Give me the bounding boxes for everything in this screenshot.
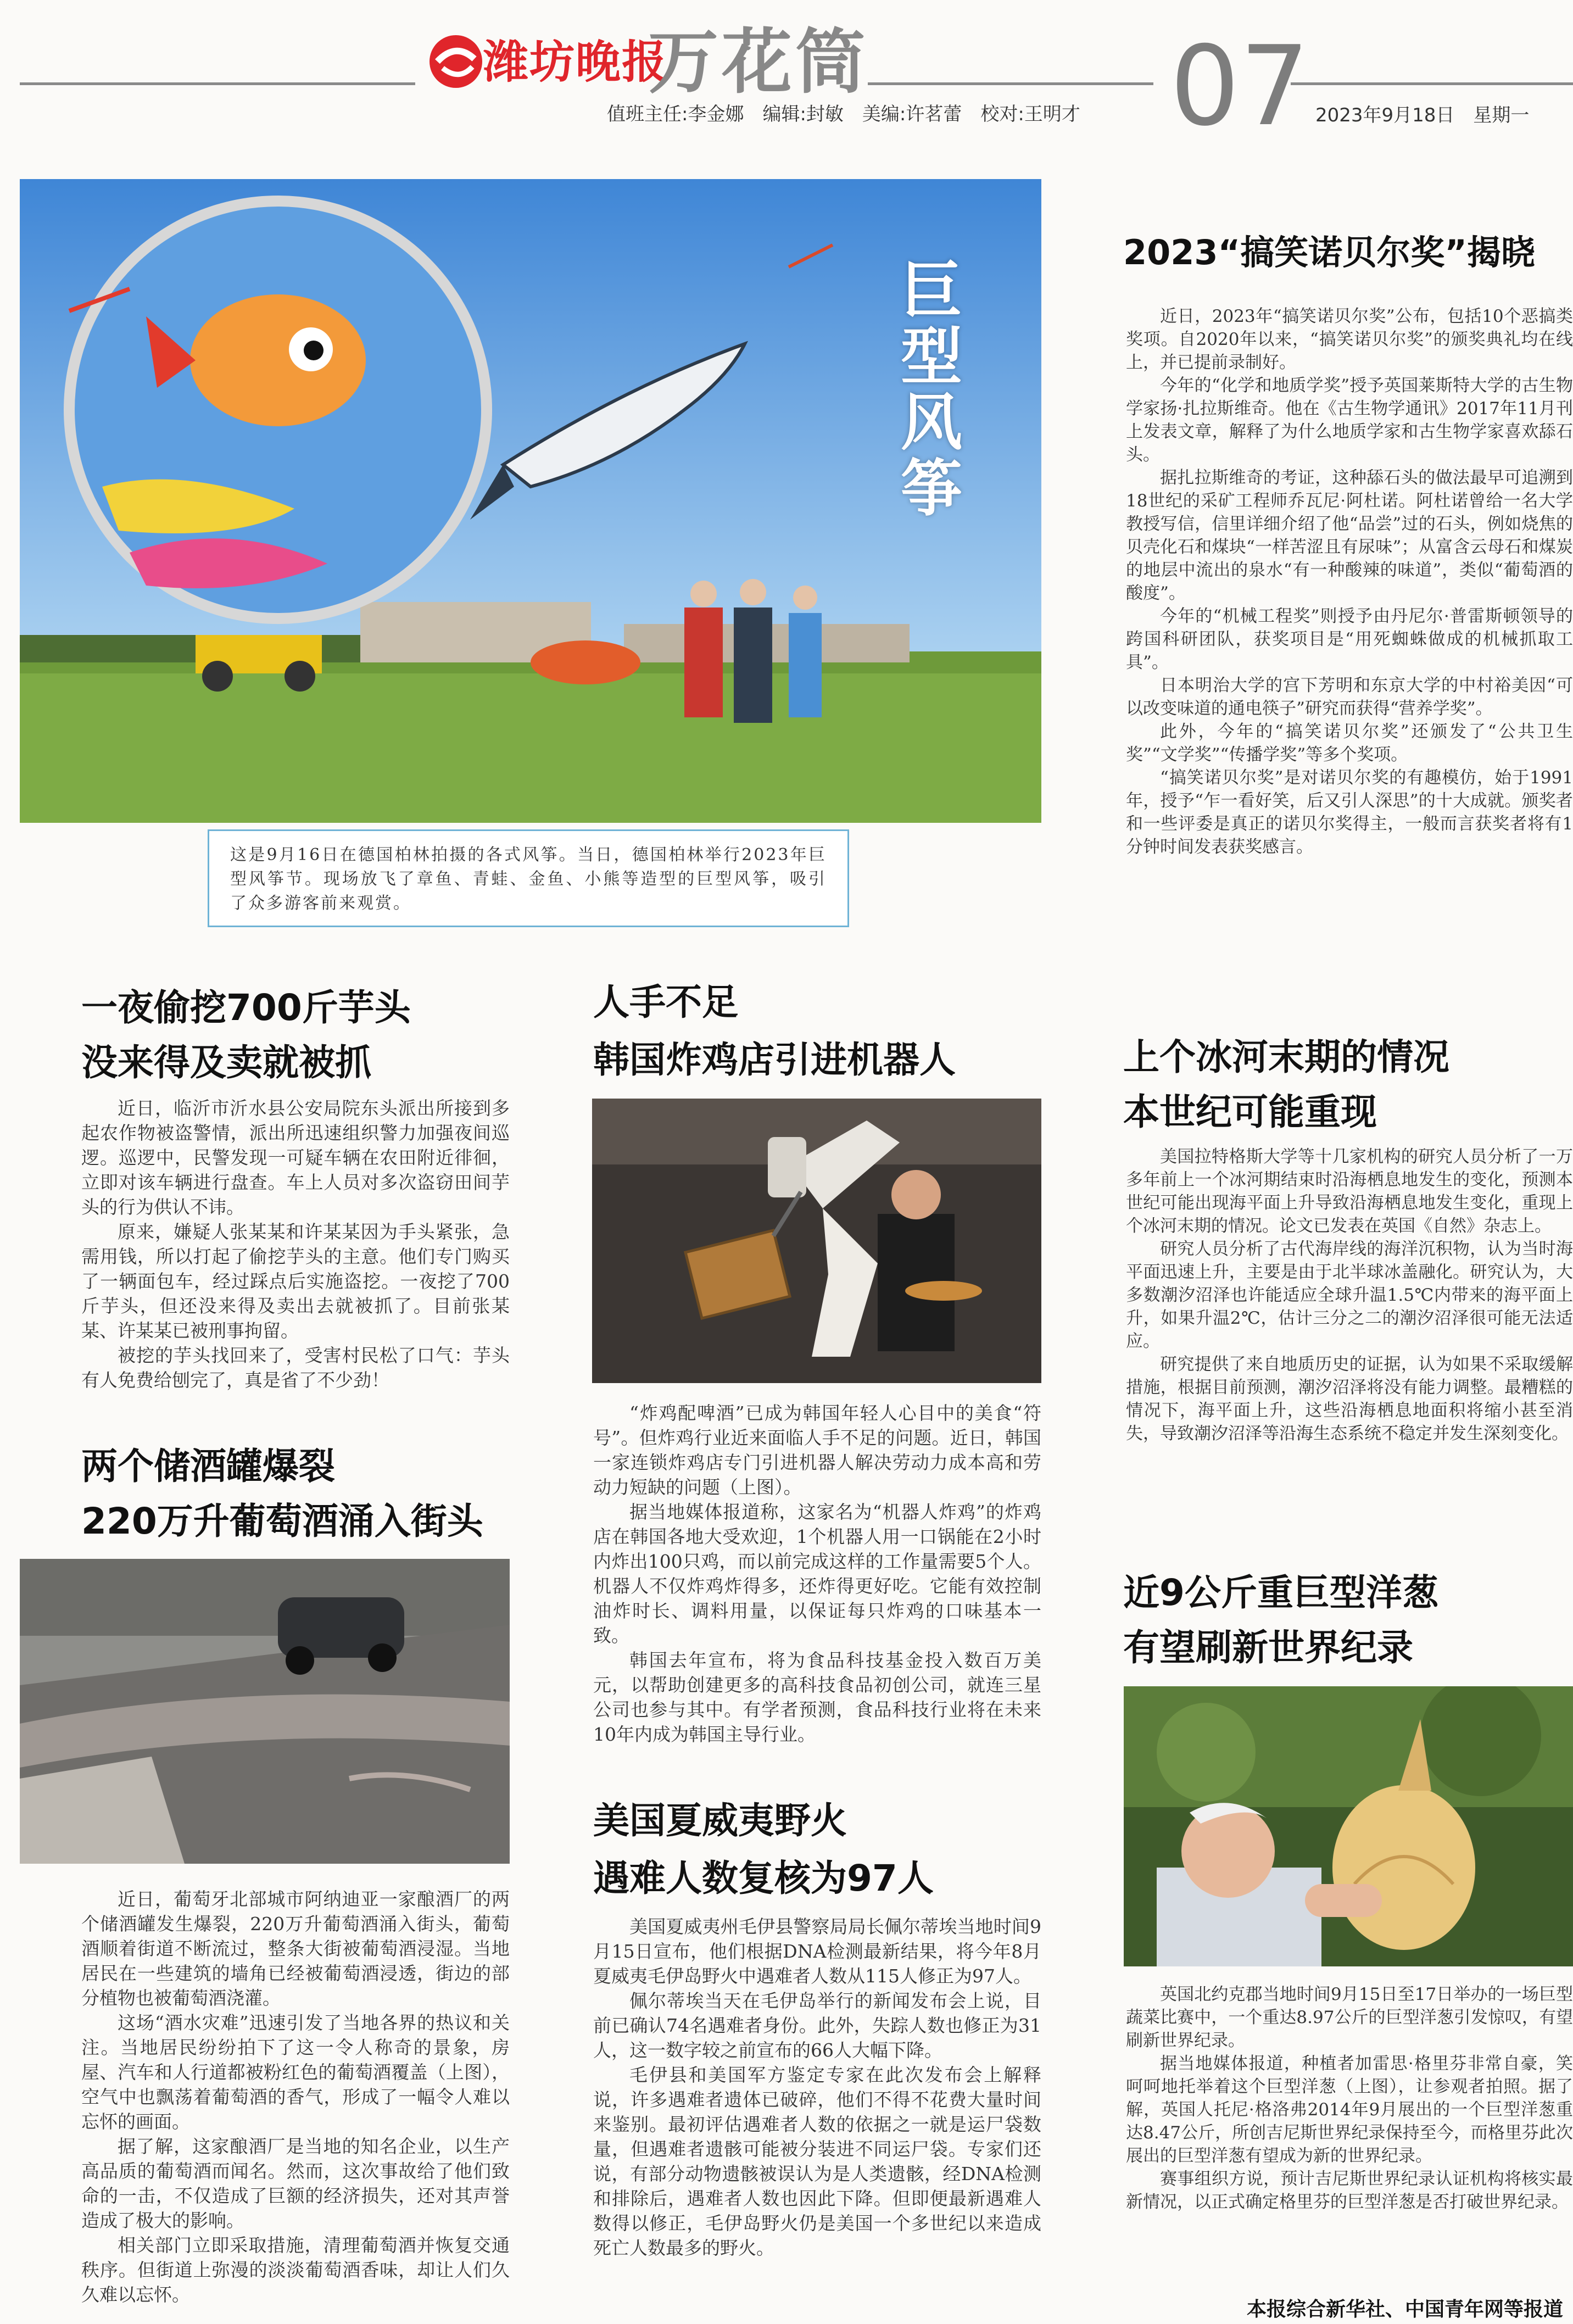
issue-date: 2023年9月18日 星期一	[1315, 104, 1530, 126]
kite-caption-box	[208, 829, 849, 927]
glacier-body	[1126, 1145, 1573, 1445]
hawaii-headline-line1: 美国夏威夷野火	[593, 1799, 847, 1842]
title-char: 巨	[901, 255, 962, 327]
taro-headline-line1: 一夜偷挖700斤芋头	[81, 987, 411, 1029]
chicken-photo	[592, 1099, 1041, 1383]
onion-headline-line1: 近9公斤重巨型洋葱	[1123, 1571, 1438, 1614]
paragraph: 美国拉特格斯大学等十几家机构的研究人员分析了一万多年前上一个冰河期结束时沿海栖息地发生的变化，预测本世纪可能出现海平面上升导致沿海栖息地发生变化，重现上个冰河末期的情况。论文已发表在英国《自然》杂志上。	[1126, 1147, 1573, 1236]
editor-credits: 值班主任:李金娜 编辑:封敏 美编:许茗蕾 校对:王明才	[607, 103, 1080, 125]
wine-street-image	[20, 1559, 510, 1864]
onion-image	[1124, 1686, 1573, 1966]
paragraph: 英国北约克郡当地时间9月15日至17日举办的一场巨型蔬菜比赛中，一个重达8.97公斤的巨型洋葱引发惊叹，有望刷新世界纪录。	[1126, 1985, 1573, 2050]
onion-photo	[1124, 1686, 1573, 1966]
hawaii-body	[593, 1914, 1041, 2260]
paragraph: 据当地媒体报道，种植者加雷思·格里芬非常自豪，笑呵呵地托举着这个巨型洋葱（上图），让参观者拍照。据了解，英国人托尼·格洛弗2014年9月展出的一个巨型洋葱重达8.47公斤，所创吉尼斯世界纪录保持至今，而格里芬此次展出的巨型洋葱有望成为新的世界纪录。	[1126, 2054, 1573, 2166]
page-number: 07	[1170, 23, 1310, 151]
wine-headline-line1: 两个储酒罐爆裂	[81, 1445, 335, 1487]
ignobel-headline: 2023“搞笑诺贝尔奖”揭晓	[1123, 232, 1536, 272]
paragraph: 近日，2023年“搞笑诺贝尔奖”公布，包括10个恶搞类奖项。自2020年以来，“搞笑诺贝尔奖”的颁奖典礼均在线上，并已提前录制好。	[1126, 306, 1573, 372]
paragraph: 据扎拉斯维奇的考证，这种舔石头的做法最早可追溯到18世纪的采矿工程师乔瓦尼·阿杜诺。阿杜诺曾给一名大学教授写信，信里详细介绍了他“品尝”过的石头，例如烧焦的贝壳化石和煤块“一样苦涩且有尿味”；从富含云母石和煤炭的地层中流出的泉水“有一种酸辣的味道”，类似“葡萄酒的酸度”。	[1126, 468, 1573, 603]
chicken-headline-line1: 人手不足	[593, 981, 738, 1023]
kite-caption: 这是9月16日在德国柏林拍摄的各式风筝。当日，德国柏林举行2023年巨型风筝节。现场放飞了章鱼、青蛙、金鱼、小熊等造型的巨型风筝，吸引了众多游客前来观赏。	[230, 845, 827, 913]
header-rule-middle	[868, 82, 1153, 85]
kite-vertical-title	[901, 255, 962, 525]
paragraph: 这场“酒水灾难”迅速引发了当地各界的热议和关注。当地居民纷纷拍下了这一令人称奇的景象，房屋、汽车和人行道都被粉红色的葡萄酒覆盖（上图），空气中也飘荡着葡萄酒的香气，形成了一幅令人难以忘怀的画面。	[81, 2012, 510, 2132]
header-rule-right	[1291, 82, 1573, 85]
hawaii-headline-line2: 遇难人数复核为97人	[593, 1857, 934, 1899]
paragraph: 近日，葡萄牙北部城市阿纳迪亚一家酿酒厂的两个储酒罐发生爆裂，220万升葡萄酒涌入街头，葡萄酒顺着街道不断流过，整条大街被葡萄酒浸湿。当地居民在一些建筑的墙角已经被葡萄酒浸透，街边的部分植物也被葡萄酒浇灌。	[81, 1888, 510, 2009]
chicken-headline-line2: 韩国炸鸡店引进机器人	[593, 1039, 956, 1081]
paragraph: 原来，嫌疑人张某某和许某某因为手头紧张，急需用钱，所以打起了偷挖芋头的主意。他们专门购买了一辆面包车，经过踩点后实施盗挖。一夜挖了700斤芋头，但还没来得及卖出去就被抓了。目前张某某、许某某已被刑事拘留。	[81, 1221, 510, 1341]
paper-name: 潍坊晚报	[483, 36, 668, 88]
taro-body	[81, 1096, 510, 1392]
wine-headline-line2: 220万升葡萄酒涌入街头	[81, 1500, 483, 1542]
section-name: 万花筒	[648, 21, 869, 103]
title-char: 筝	[901, 453, 962, 525]
kite-photo	[20, 179, 1041, 823]
header-rule-left	[20, 82, 415, 85]
paragraph: 毛伊县和美国军方鉴定专家在此次发布会上解释说，许多遇难者遗体已破碎，他们不得不花费大量时间来鉴别。最初评估遇难者人数的依据之一就是运尸袋数量，但遇难者遗骸可能被分装进不同运尸袋。专家们还说，有部分动物遗骸被误认为是人类遗骸，经DNA检测和排除后，遇难者人数也因此下降。但即便最新遇难人数得以修正，毛伊岛野火仍是美国一个多世纪以来造成死亡人数最多的野火。	[593, 2064, 1041, 2259]
paragraph: 今年的“机械工程奖”则授予由丹尼尔·普雷斯顿领导的跨国科研团队，获奖项目是“用死蜘蛛做成的机械抓取工具”。	[1126, 606, 1573, 672]
onion-body	[1126, 1983, 1573, 2214]
paragraph: “搞笑诺贝尔奖”是对诺贝尔奖的有趣模仿，始于1991年，授予“乍一看好笑，后又引人深思”的十大成就。颁奖者和一些评委是真正的诺贝尔奖得主，一般而言获奖者将有1分钟时间发表获奖感言。	[1126, 768, 1573, 857]
paragraph: “炸鸡配啤酒”已成为韩国年轻人心目中的美食“符号”。但炸鸡行业近来面临人手不足的问题。近日，韩国一家连锁炸鸡店专门引进机器人解决劳动力成本高和劳动力短缺的问题（上图）。	[593, 1402, 1041, 1498]
paragraph: 日本明治大学的宫下芳明和东京大学的中村裕美因“可以改变味道的通电筷子”研究而获得“营养学奖”。	[1126, 676, 1573, 718]
onion-headline-line2: 有望刷新世界纪录	[1123, 1626, 1413, 1669]
ignobel-body	[1126, 305, 1573, 859]
paragraph: 赛事组织方说，预计吉尼斯世界纪录认证机构将核实最新情况，以正式确定格里芬的巨型洋葱是否打破世界纪录。	[1126, 2169, 1573, 2212]
source-credit: 本报综合新华社、中国青年网等报道	[1247, 2298, 1564, 2321]
chicken-body	[593, 1401, 1041, 1747]
paper-logo-icon	[423, 29, 489, 94]
title-char: 型	[901, 321, 962, 393]
wine-body	[81, 1887, 510, 2307]
title-char: 风	[901, 387, 962, 459]
paragraph: 今年的“化学和地质学奖”授予英国莱斯特大学的古生物学家扬·扎拉斯维奇。他在《古生物学通讯》2017年11月刊上发表文章，解释了为什么地质学家和古生物学家喜欢舔石头。	[1126, 376, 1573, 465]
paragraph: 近日，临沂市沂水县公安局院东头派出所接到多起农作物被盗警情，派出所迅速组织警力加强夜间巡逻。巡逻中，民警发现一可疑车辆在农田附近徘徊，立即对该车辆进行盘查。车上人员对多次盗窃田间芋头的行为供认不讳。	[81, 1097, 510, 1218]
paragraph: 此外，今年的“搞笑诺贝尔奖”还颁发了“公共卫生奖”“文学奖”“传播学奖”等多个奖项。	[1126, 722, 1573, 765]
taro-headline-line2: 没来得及卖就被抓	[81, 1041, 371, 1084]
paragraph: 研究提供了来自地质历史的证据，认为如果不采取缓解措施，根据目前预测，潮汐沼泽将没有能力调整。最糟糕的情况下，海平面上升，这些沿海栖息地面积将缩小甚至消失，导致潮汐沼泽等沿海生态系统不稳定并发生深刻变化。	[1126, 1355, 1573, 1444]
fried-chicken-robot-image	[592, 1099, 1041, 1383]
paragraph: 相关部门立即采取措施，清理葡萄酒并恢复交通秩序。但街道上弥漫的淡淡葡萄酒香味，却让人们久久难以忘怀。	[81, 2234, 510, 2305]
kite-scene-image	[20, 179, 1041, 823]
paragraph: 研究人员分析了古代海岸线的海洋沉积物，认为当时海平面迅速上升，主要是由于北半球冰盖融化。研究认为，大多数潮汐沼泽也许能适应全球升温1.5℃内带来的海平面上升，如果升温2℃，估计三分之二的潮汐沼泽很可能无法适应。	[1126, 1239, 1573, 1351]
paragraph: 被挖的芋头找回来了，受害村民松了口气：芋头有人免费给刨完了，真是省了不少劲！	[81, 1345, 510, 1391]
paragraph: 据当地媒体报道称，这家名为“机器人炸鸡”的炸鸡店在韩国各地大受欢迎，1个机器人用一口锅能在2小时内炸出100只鸡，而以前完成这样的工作量需要5个人。机器人不仅炸鸡炸得多，还炸得更好吃。它能有效控制油炸时长、调料用量，以保证每只炸鸡的口味基本一致。	[593, 1501, 1041, 1646]
paragraph: 据了解，这家酿酒厂是当地的知名企业，以生产高品质的葡萄酒而闻名。然而，这次事故给了他们致命的一击，不仅造成了巨额的经济损失，还对其声誉造成了极大的影响。	[81, 2136, 510, 2231]
paragraph: 韩国去年宣布，将为食品科技基金投入数百万美元，以帮助创建更多的高科技食品初创公司，就连三星公司也参与其中。有学者预测，食品科技行业将在未来10年内成为韩国主导行业。	[593, 1649, 1041, 1745]
paragraph: 佩尔蒂埃当天在毛伊岛举行的新闻发布会上说，目前已确认74名遇难者身份。此外，失踪人数也修正为31人，这一数字较之前宣布的66人大幅下降。	[593, 1990, 1041, 2061]
glacier-headline-line1: 上个冰河末期的情况	[1123, 1036, 1449, 1078]
wine-photo	[20, 1559, 510, 1864]
glacier-headline-line2: 本世纪可能重现	[1123, 1091, 1377, 1133]
paragraph: 美国夏威夷州毛伊县警察局局长佩尔蒂埃当地时间9月15日宣布，他们根据DNA检测最新结果，将今年8月夏威夷毛伊岛野火中遇难者人数从115人修正为97人。	[593, 1916, 1041, 1987]
